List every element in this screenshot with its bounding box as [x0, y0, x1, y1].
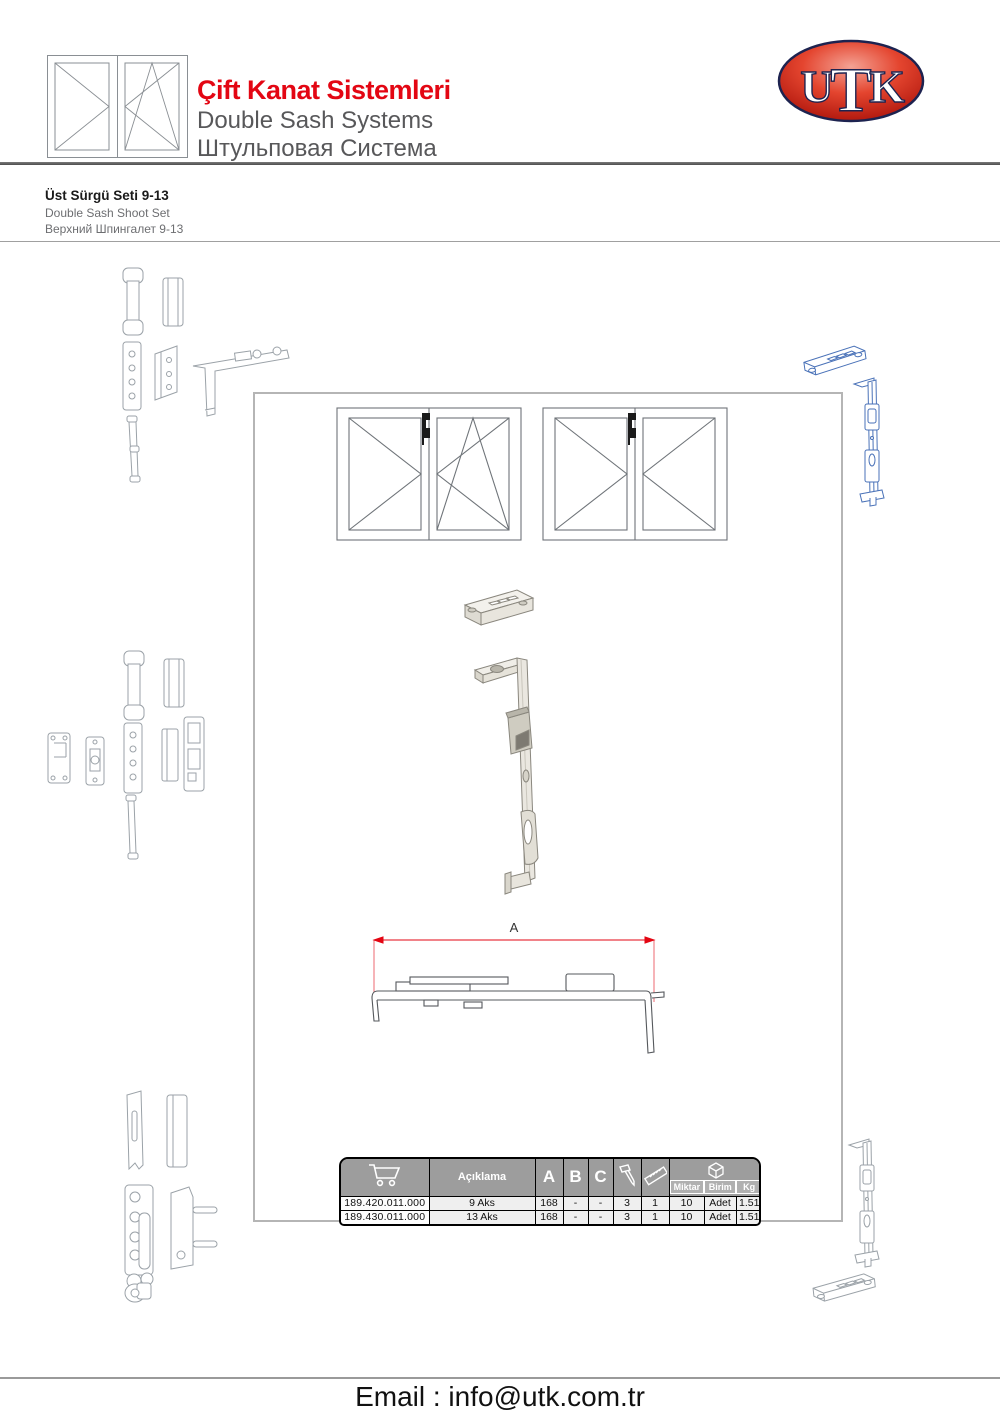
miktar-value: 10	[669, 1196, 704, 1210]
page-title-en: Double Sash Systems	[197, 107, 434, 135]
screws-header	[613, 1159, 641, 1196]
package-header	[669, 1159, 761, 1196]
dim-a: 168	[535, 1196, 563, 1210]
dim-b: -	[563, 1210, 588, 1224]
table-row	[341, 1196, 761, 1210]
logo-letter-k: K	[869, 61, 905, 112]
header-divider	[0, 162, 1000, 165]
dimension-label: A	[509, 920, 519, 935]
product-name-tr: Üst Sürgü Seti 9-13	[45, 188, 169, 203]
package-icon	[705, 1161, 727, 1179]
miktar-subheader: Miktar	[670, 1180, 705, 1194]
dim-c: -	[588, 1196, 613, 1210]
shoot-bolt-3d-render	[455, 580, 565, 910]
kg-value: 1.51	[736, 1210, 761, 1224]
table-row	[341, 1210, 761, 1224]
logo-letter-t: T	[830, 57, 872, 125]
dim-b: -	[563, 1196, 588, 1210]
shopping-cart-icon	[367, 1162, 403, 1188]
description: 9 Aks	[429, 1196, 535, 1210]
miktar-value: 10	[669, 1210, 704, 1224]
screw-count: 3	[613, 1210, 641, 1224]
screw-count: 3	[613, 1196, 641, 1210]
dim-a: 168	[535, 1210, 563, 1224]
logo-letter-u: U	[800, 61, 834, 112]
dimension-drawing	[358, 918, 670, 1058]
shoot-bolt-side-view	[372, 974, 664, 1053]
footer-email: Email : info@utk.com.tr	[355, 1381, 645, 1412]
ruler-count: 1	[641, 1210, 669, 1224]
ruler-count: 1	[641, 1196, 669, 1210]
order-code: 189.430.011.000	[341, 1210, 429, 1224]
section-divider	[0, 241, 1000, 242]
double-sash-window-icon	[47, 55, 188, 163]
kg-subheader: Kg	[736, 1180, 761, 1194]
spec-table	[339, 1157, 761, 1226]
footer-divider	[0, 1377, 1000, 1379]
screw-icon	[616, 1163, 638, 1187]
birim-subheader: Birim	[704, 1180, 736, 1194]
window-diagram-turn-tiltturn	[337, 408, 521, 540]
page-title-tr: Çift Kanat Sistemleri	[197, 75, 451, 105]
dimension-line	[374, 937, 654, 1002]
window-diagrams	[334, 404, 734, 546]
header-titles	[197, 76, 451, 161]
rulers-header	[641, 1159, 669, 1196]
birim-value: Adet	[704, 1210, 736, 1224]
col-a-header: A	[535, 1159, 563, 1196]
description: 13 Aks	[429, 1210, 535, 1224]
product-name-en: Double Sash Shoot Set	[45, 206, 170, 221]
part-drawing-cluster-mid-left	[40, 645, 240, 860]
ruler-icon	[643, 1163, 667, 1187]
window-diagram-turn-turn	[543, 408, 727, 540]
dim-c: -	[588, 1210, 613, 1224]
order-code-header	[341, 1159, 429, 1196]
order-code: 189.420.011.000	[341, 1196, 429, 1210]
kg-value: 1.51	[736, 1196, 761, 1210]
utk-logo	[775, 36, 927, 131]
description-header: Açıklama	[429, 1159, 535, 1196]
birim-value: Adet	[704, 1196, 736, 1210]
page-title-ru: Штульповая Система	[197, 134, 437, 162]
col-c-header: C	[588, 1159, 613, 1196]
col-b-header: B	[563, 1159, 588, 1196]
part-drawing-cluster-bottom-left	[115, 1085, 250, 1305]
product-name-ru: Верхний Шпингалет 9-13	[45, 221, 184, 236]
product-title-block	[45, 188, 183, 236]
